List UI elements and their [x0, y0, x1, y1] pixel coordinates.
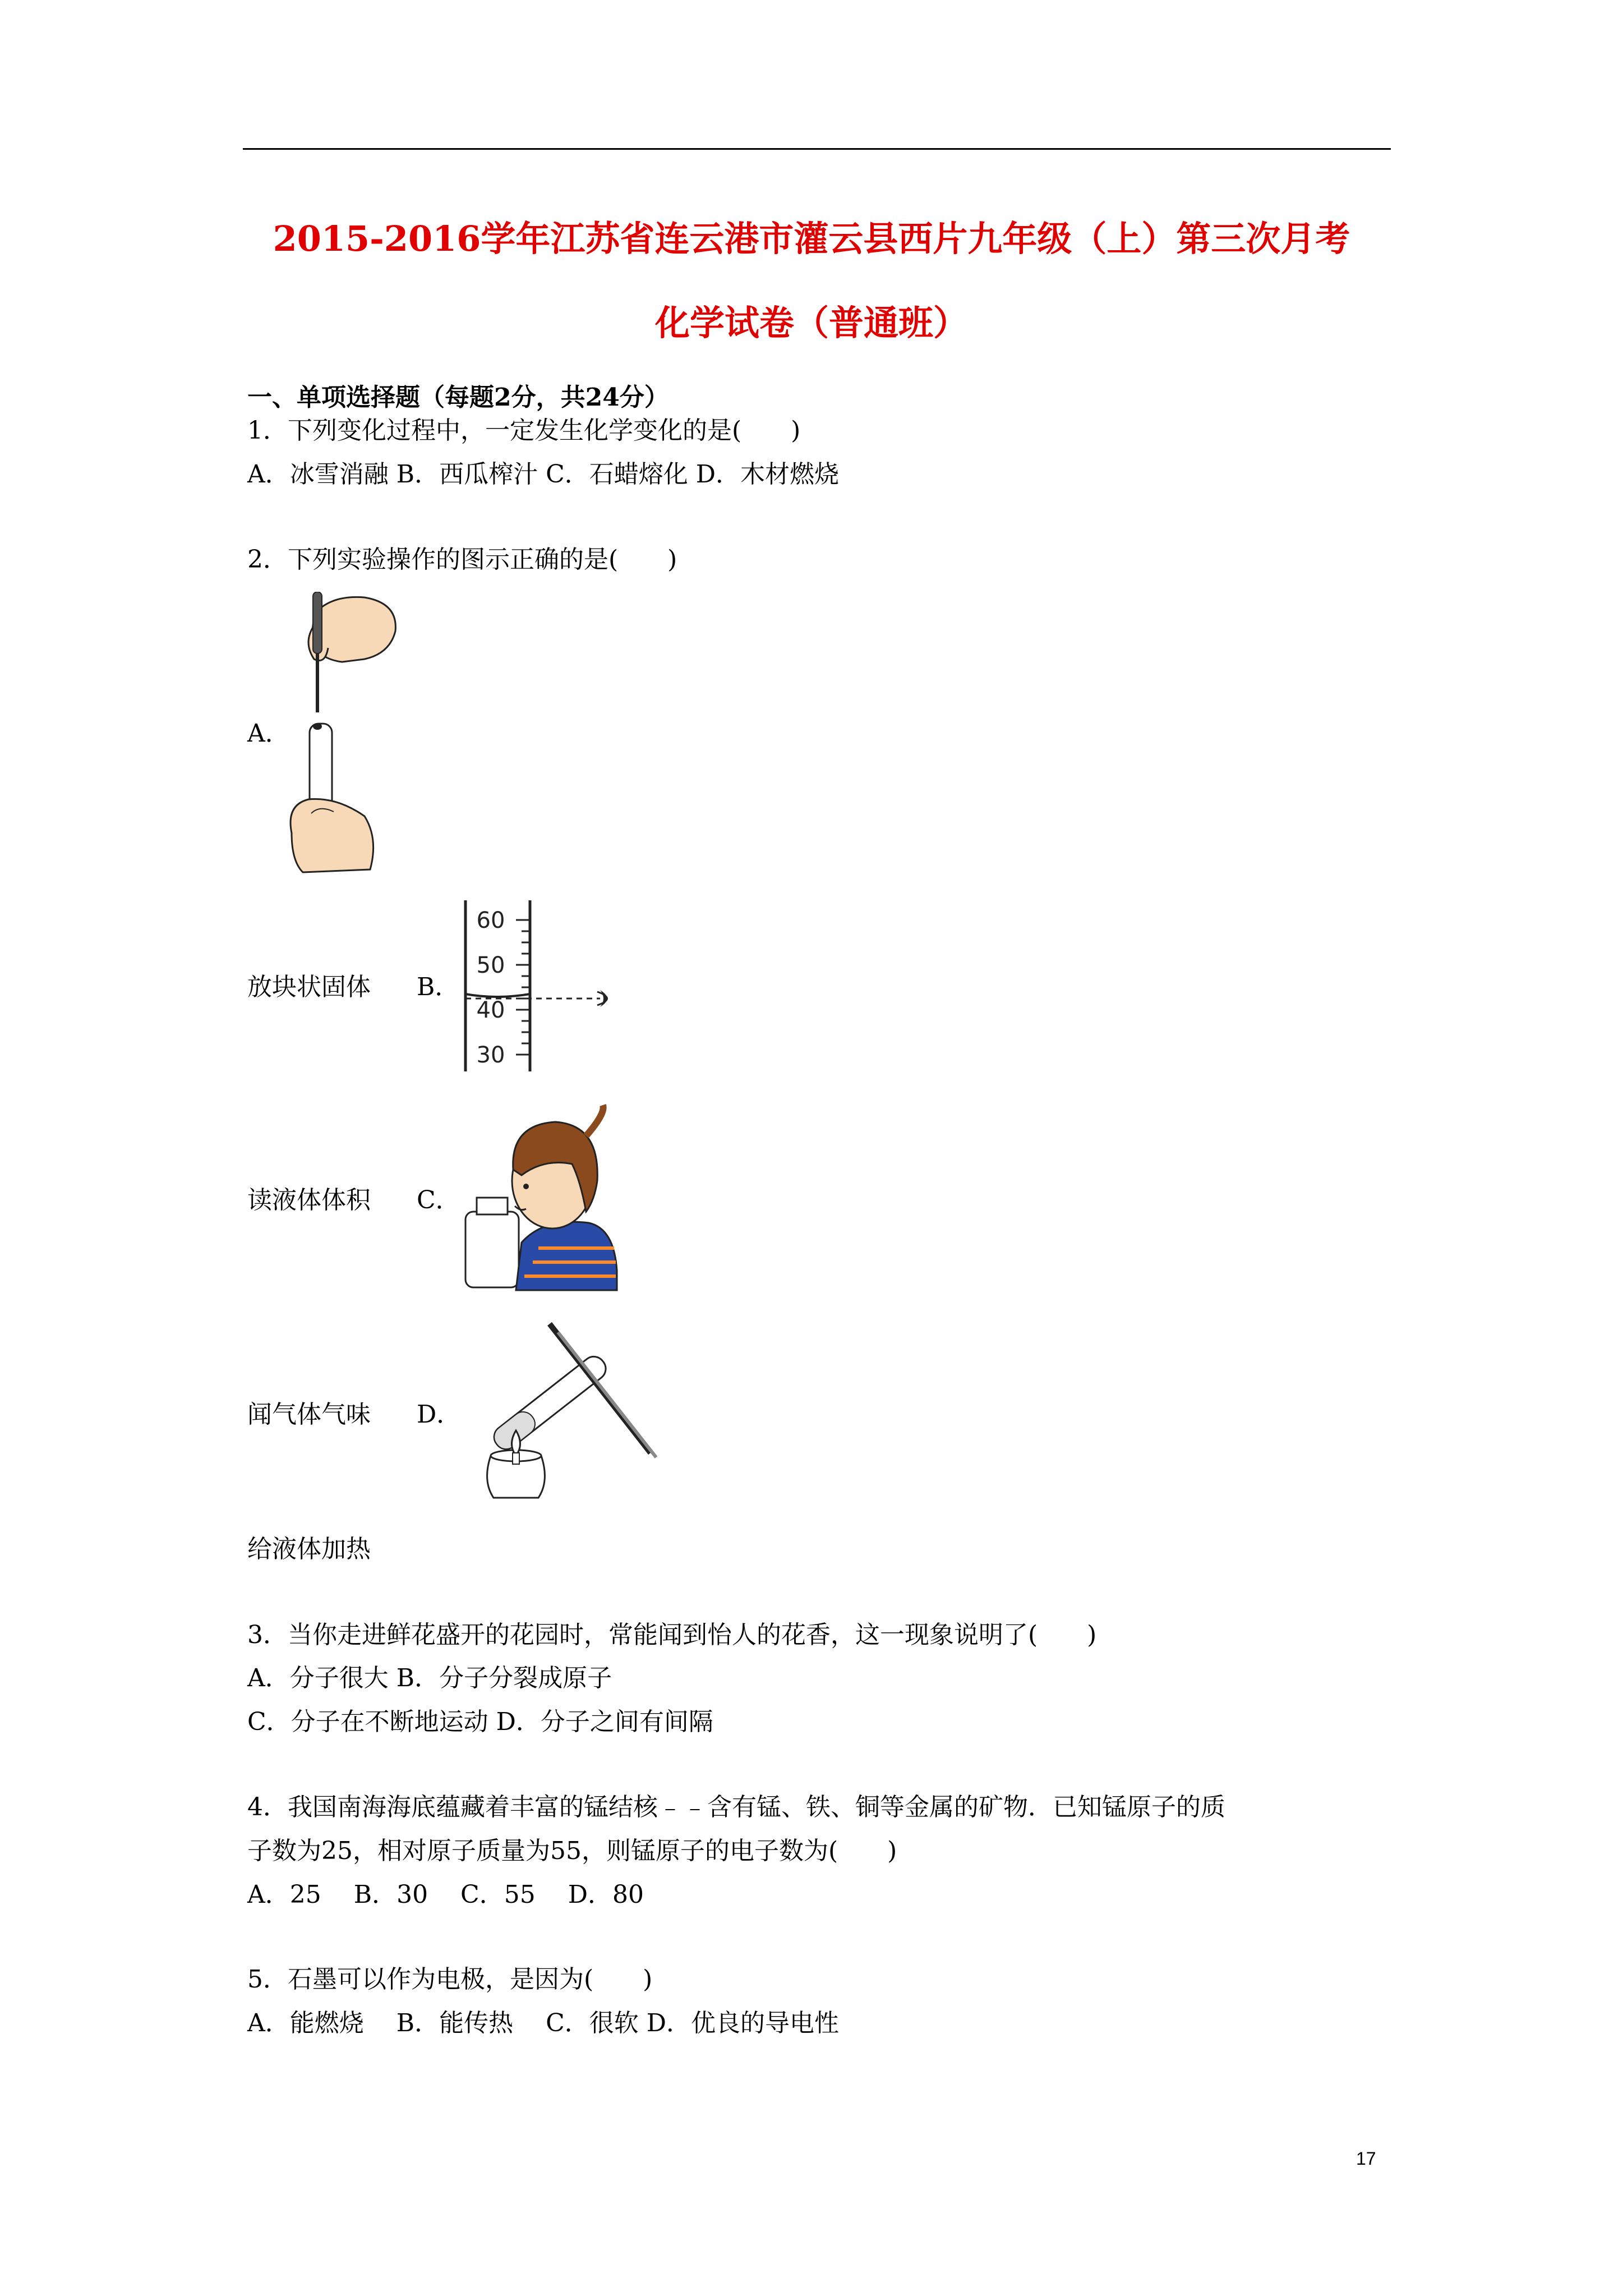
q2-option-d-label: D． [417, 1400, 462, 1429]
header-rule [243, 148, 1391, 150]
exam-title-line1: 2015-2016学年江苏省连云港市灌云县西片九年级（上）第三次月考 [273, 218, 1350, 259]
q3-stem: 3．当你走进鲜花盛开的花园时，常能闻到怡人的花香，这一现象说明了( ) [247, 1621, 1097, 1649]
q2-stem: 2．下列实验操作的图示正确的是( ) [247, 545, 677, 574]
q1-stem: 1．下列变化过程中，一定发生化学变化的是( ) [247, 416, 801, 445]
cylinder-tick-40: 40 [476, 997, 505, 1023]
q2-option-b-label: B． [417, 973, 460, 1001]
q2-option-d-prefix: 闻气体气味 [247, 1400, 371, 1429]
cylinder-tick-30: 30 [476, 1042, 505, 1068]
q4-stem-line2: 子数为25，相对原子质量为55，则锰原子的电子数为( ) [247, 1837, 897, 1865]
q4-options: A．25 B．30 C．55 D．80 [247, 1880, 644, 1909]
cylinder-tick-60: 60 [476, 908, 505, 933]
dropper-test-tube-figure [280, 592, 404, 875]
page-number: 17 [1356, 2148, 1376, 2169]
q5-stem: 5．石墨可以作为电极，是因为( ) [247, 1965, 653, 1994]
heating-liquid-figure [460, 1318, 662, 1520]
exam-title-line2: 化学试卷（普通班） [654, 302, 968, 343]
q2-option-b-prefix: 放块状固体 [247, 973, 371, 1001]
smelling-gas-figure [460, 1102, 623, 1293]
q3-options-line1: A．分子很大 B．分子分裂成原子 [247, 1664, 612, 1692]
section-heading: 一、单项选择题（每题2分，共24分） [247, 383, 669, 412]
q4-stem-line1: 4．我国南海海底蕴藏着丰富的锰结核﹣﹣含有锰、铁、铜等金属的矿物．已知锰原子的质 [247, 1793, 1225, 1821]
q1-options: A．冰雪消融 B．西瓜榨汁 C．石蜡熔化 D．木材燃烧 [247, 460, 840, 489]
q2-option-c-label: C． [417, 1186, 460, 1214]
q2-option-d-caption: 给液体加热 [247, 1535, 371, 1563]
q2-option-c-prefix: 读液体体积 [247, 1186, 371, 1214]
q5-options: A．能燃烧 B．能传热 C．很软 D．优良的导电性 [247, 2009, 840, 2037]
q2-option-a-label: A． [247, 719, 290, 748]
cylinder-tick-50: 50 [476, 953, 505, 978]
q3-options-line2: C．分子在不断地运动 D．分子之间有间隔 [247, 1708, 713, 1736]
graduated-cylinder-figure [460, 898, 628, 1077]
